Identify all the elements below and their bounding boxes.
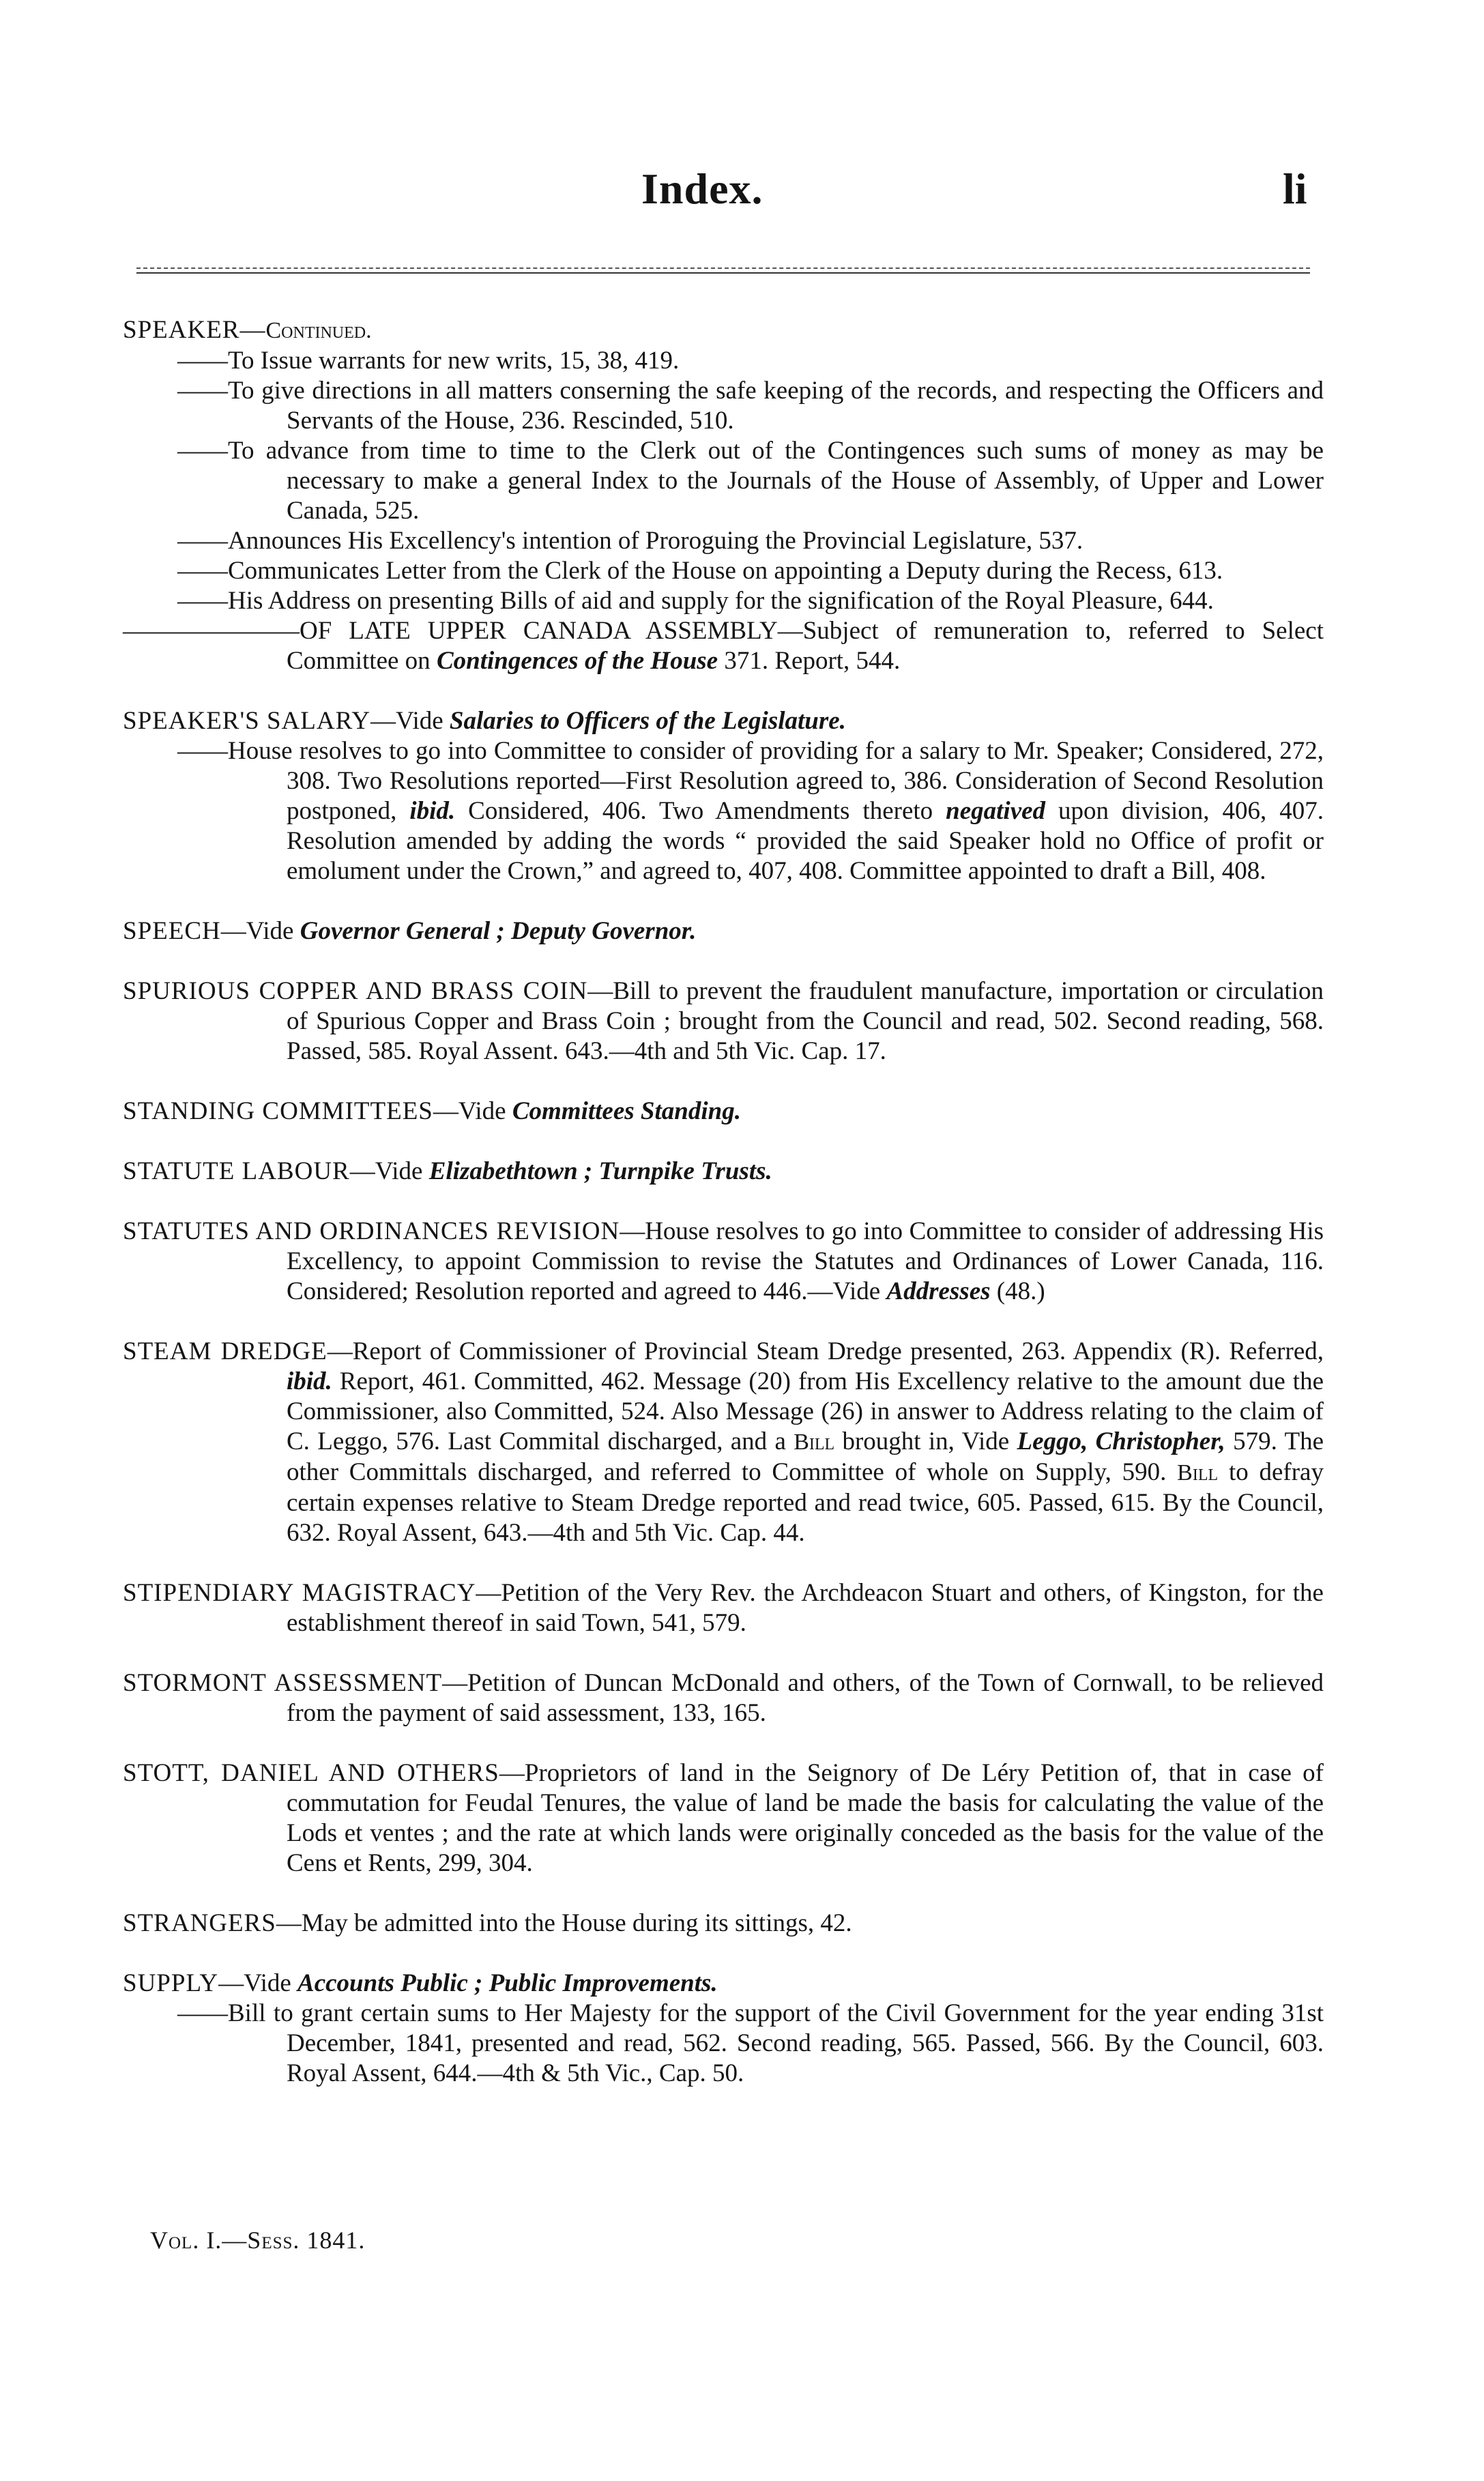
entry-text: —Vide [370,707,450,735]
entry-heading: STOTT, DANIEL AND OTHERS [123,1759,499,1787]
entry-text: Report, 461. Committed, 462. Message (20) from His Excellency relative to the amount due the Commissioner, also Committed, 524. Also Message (26) in answer to Address relating to the claim of C. Leggo, 576. Last Commital discharged, and a [287,1367,1324,1455]
volume-footer: Vol. I.—Sess. 1841. [150,2226,366,2254]
entry-heading: SUPPLY [123,1969,219,1997]
entry-text: (48.) [990,1277,1045,1305]
entry-bill: Bill [794,1430,835,1455]
entry-text: —House resolves to go into Committee to consider of addressing His Excellency, to appoint Commission to revise the Statutes and Ordinances of Lower Canada, 116. Considered; Resolution reported and agreed to 446.—Vide [287,1217,1324,1305]
entry-ibid: ibid. [287,1367,332,1395]
entry-heading-line [123,706,1324,736]
entry-text: —Vide [349,1157,429,1185]
entry-heading: SPURIOUS COPPER AND BRASS COIN [123,977,588,1005]
entry-text: upon division, 406, 407. Resolution amended by adding the words “ provided the said Speaker hold no Office of profit or emolument under the Crown,” and agreed to, 407, 408. Committee appointed to draft a Bill, 408. [287,797,1324,885]
entry-sub-item [123,736,1324,886]
entry-sub-item-late-assembly [123,616,1324,676]
entry-text: ——House resolves to go into Committee to consider of providing for a salary to Mr. Speaker; Considered, 272, 308. Two Resolutions reported—First Resolution agreed to, 386. Consideration of Second Resolution postponed, [177,737,1324,825]
page-number: li [1283,164,1307,213]
entry-heading-line [123,1337,1324,1548]
entry-heading-continued: Continued. [265,318,372,343]
header-rule-dashed [136,267,1310,269]
entry-text: ———————OF LATE UPPER CANADA ASSEMBLY—Subject of remuneration to, referred to Select Committee on [123,617,1324,675]
entry-negatived: negatived [946,797,1046,825]
entry-text: brought in, Vide [834,1427,1017,1455]
entry-heading-line [123,1217,1324,1307]
index-entry-strangers [123,1909,1324,1939]
entry-sub-item: ——Communicates Letter from the Clerk of the House on appointing a Deputy during the Recess, 613. [177,557,1223,585]
entry-heading-line [123,1578,1324,1638]
entry-heading-line [123,1668,1324,1728]
header-rule [136,267,1310,274]
entry-text: —Vide [218,1969,298,1997]
entry-sub-item: ——To Issue warrants for new writs, 15, 38, 419. [177,347,680,375]
entry-sub-item: ——His Address on presenting Bills of aid and supply for the signification of the Royal Pleasure, 644. [177,587,1214,615]
entry-text: —Proprietors of land in the Seignory of De Léry Petition of, that in case of commutation for Feudal Tenures, the value of land be made the basis for calculating the value of the Lods et ventes ; and the rate at which lands were originally conceded as the basis for the value of the Cens et Rents, 299, 304. [287,1759,1324,1877]
entry-text: 579. The other Committals discharged, and referred to Committee of whole on Supply, 590. [287,1427,1324,1486]
entry-heading: STEAM DREDGE [123,1337,328,1365]
entry-text: —May be admitted into the House during its sittings, 42. [276,1909,852,1937]
entry-heading: SPEAKER'S SALARY [123,707,370,735]
entry-heading: SPEECH [123,917,221,945]
entry-heading: STORMONT ASSESSMENT [123,1669,443,1697]
entry-heading-line [123,1097,1324,1127]
entry-crossref: Leggo, Christopher, [1017,1427,1225,1455]
entry-text: 371. Report, 544. [718,647,901,675]
index-entry-stipendiary-magistracy [123,1578,1324,1638]
index-entry-spurious-coin [123,976,1324,1067]
entry-crossref: Governor General ; Deputy Governor. [300,917,697,945]
entry-heading: STATUTES AND ORDINANCES REVISION [123,1217,620,1245]
entry-crossref: Addresses [886,1277,991,1305]
header-rule-solid [136,272,1310,274]
entry-sub-item: ——To advance from time to time to the Clerk out of the Contingences such sums of money as may be necessary to make a general Index to the Journals of the House of Assembly, of Upper and Lower Canada, 525. [177,437,1324,525]
entry-heading-line [123,976,1324,1067]
index-entry-speakers-salary [123,706,1324,886]
entry-text: —Report of Commissioner of Provincial Steam Dredge presented, 263. Appendix (R). Referred, [327,1337,1324,1365]
index-entry-standing-committees [123,1097,1324,1127]
index-entries [123,315,1324,2089]
entry-text: Considered, 406. Two Amendments thereto [455,797,946,825]
entry-crossref: Accounts Public ; Public Improvements. [297,1969,718,1997]
entry-text: —Petition of Duncan McDonald and others, of the Town of Cornwall, to be relieved from the payment of said assessment, 133, 165. [287,1669,1324,1727]
page-title: Index. [641,164,763,213]
entry-crossref: Committees Standing. [512,1097,741,1125]
entry-crossref: Contingences of the House [436,647,718,675]
entry-sub-item: ——To give directions in all matters conserning the safe keeping of the records, and respecting the Officers and Servants of the House, 236. Rescinded, 510. [177,377,1324,435]
entry-bill: Bill [1177,1460,1219,1485]
entry-heading: STATUTE LABOUR [123,1157,350,1185]
index-entry-speech [123,916,1324,946]
entry-ibid: ibid. [409,797,456,825]
entry-heading: SPEAKER— [123,316,266,344]
index-entry-statutes-ordinances [123,1217,1324,1307]
entry-text: —Bill to prevent the fraudulent manufacture, importation or circulation of Spurious Copper and Brass Coin ; brought from the Council and read, 502. Second reading, 568. Passed, 585. Royal Assent. 643.—4th and 5th Vic. Cap. 17. [287,977,1324,1065]
index-entry-supply [123,1969,1324,2089]
entry-heading-line [123,1758,1324,1878]
index-entry-steam-dredge [123,1337,1324,1548]
entry-text: to defray certain expenses relative to Steam Dredge reported and read twice, 605. Passed, 615. By the Council, 632. Royal Assent, 643.—4th and 5th Vic. Cap. 44. [287,1458,1324,1547]
entry-heading: STRANGERS [123,1909,276,1937]
entry-heading-line [123,315,1324,346]
running-head [0,164,1484,218]
entry-text: —Petition of the Very Rev. the Archdeacon Stuart and others, of Kingston, for the establishment thereof in said Town, 541, 579. [287,1579,1324,1637]
entry-crossref: Salaries to Officers of the Legislature. [449,707,846,735]
entry-sub-item: ——Bill to grant certain sums to Her Majesty for the support of the Civil Government for the year ending 31st December, 1841, presented and read, 562. Second reading, 565. Passed, 566. By the Council, 603. Royal Assent, 644.—4th & 5th Vic., Cap. 50. [177,1999,1324,2087]
entry-text: —Vide [433,1097,512,1125]
entry-heading-line [123,916,1324,946]
entry-heading: STANDING COMMITTEES [123,1097,433,1125]
index-entry-stott-daniel [123,1758,1324,1878]
entry-heading-line [123,1969,1324,1999]
index-entry-statute-labour [123,1157,1324,1187]
index-entry-stormont-assessment [123,1668,1324,1728]
entry-text: —Vide [220,917,300,945]
entry-heading-line [123,1909,1324,1939]
entry-crossref: Elizabethtown ; Turnpike Trusts. [428,1157,772,1185]
entry-sub-item: ——Announces His Excellency's intention of Proroguing the Provincial Legislature, 537. [177,527,1083,555]
entry-heading-line [123,1157,1324,1187]
index-entry-speaker [123,315,1324,676]
entry-heading: STIPENDIARY MAGISTRACY [123,1579,476,1607]
